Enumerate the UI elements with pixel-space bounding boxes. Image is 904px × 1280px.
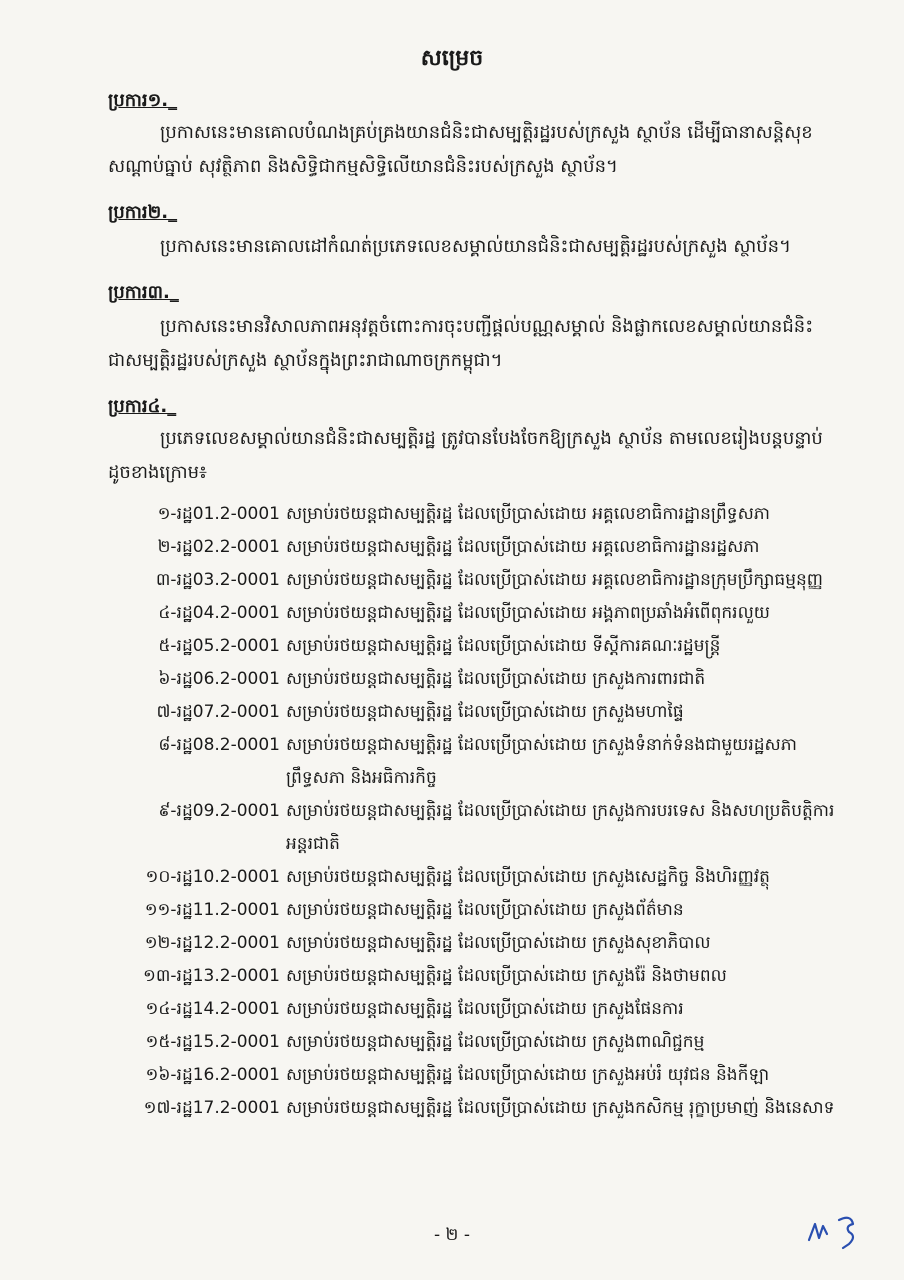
plate-code: ៣-រដ្ឋ03.2-0001 <box>155 570 280 590</box>
plate-code: ១-រដ្ឋ01.2-0001 <box>157 504 280 524</box>
list-item <box>108 729 848 795</box>
plate-desc: សម្រាប់រថយន្តជាសម្បត្តិរដ្ឋ ដែលប្រើប្រាស់ដោយ ក្រសួងសេដ្ឋកិច្ច និងហិរញ្ញវត្ថុ <box>286 867 770 887</box>
plate-desc: សម្រាប់រថយន្តជាសម្បត្តិរដ្ឋ ដែលប្រើប្រាស់ដោយ ក្រសួងទំនាក់ទំនងជាមួយរដ្ឋសភា ព្រឹទ្ធសភា និងអធិការកិច្ច <box>286 735 797 788</box>
article-3-text: ប្រកាសនេះមានវិសាលភាពអនុវត្តចំពោះការចុះបញ្ជីផ្តល់បណ្ណសម្គាល់ និងផ្លាកលេខសម្គាល់យានជំនិះជាសម្បត្តិរដ្ឋរបស់ក្រសួង ស្ថាប័នក្នុងព្រះរាជាណាចក្រកម្ពុជា។ <box>108 316 814 371</box>
list-item <box>108 960 848 993</box>
list-item <box>108 630 848 663</box>
plate-desc: សម្រាប់រថយន្តជាសម្បត្តិរដ្ឋ ដែលប្រើប្រាស់ដោយ ក្រសួងមហាផ្ទៃ <box>286 702 684 722</box>
list-item <box>108 861 848 894</box>
plate-code: ៨-រដ្ឋ08.2-0001 <box>158 735 280 755</box>
plate-desc: សម្រាប់រថយន្តជាសម្បត្តិរដ្ឋ ដែលប្រើប្រាស់ដោយ អគ្គលេខាធិការដ្ឋានព្រឹទ្ធសភា <box>286 504 770 524</box>
plate-code: ២-រដ្ឋ02.2-0001 <box>157 537 280 557</box>
plate-desc: សម្រាប់រថយន្តជាសម្បត្តិរដ្ឋ ដែលប្រើប្រាស់ដោយ អង្គភាពប្រឆាំងអំពើពុករលួយ <box>286 603 770 623</box>
plate-desc: សម្រាប់រថយន្តជាសម្បត្តិរដ្ឋ ដែលប្រើប្រាស់ដោយ ក្រសួងពាណិជ្ជកម្ម <box>286 1032 705 1052</box>
article-3-heading: ប្រការ៣._ <box>108 282 179 303</box>
article-2-heading: ប្រការ២._ <box>108 202 178 223</box>
list-item <box>108 663 848 696</box>
plate-code: ១២-រដ្ឋ12.2-0001 <box>144 933 280 953</box>
page-title: សម្រេច <box>420 46 484 71</box>
plate-code: ៤-រដ្ឋ04.2-0001 <box>158 603 280 623</box>
plate-desc: សម្រាប់រថយន្តជាសម្បត្តិរដ្ឋ ដែលប្រើប្រាស់ដោយ ក្រសួងកសិកម្ម រុក្ខាប្រមាញ់ និងនេសាទ <box>286 1098 835 1118</box>
article-4-heading: ប្រការ៤._ <box>108 396 177 417</box>
list-item <box>108 1059 848 1092</box>
article-1-heading: ប្រការ១._ <box>108 90 178 111</box>
article-4-text: ប្រភេទលេខសម្គាល់យានជំនិះជាសម្បត្តិរដ្ឋ ត្រូវបានបែងចែកឱ្យក្រសួង ស្ថាប័ន តាមលេខរៀងបន្តបន្ទាប់ដូចខាងក្រោម៖ <box>108 428 823 483</box>
list-item <box>108 597 848 630</box>
list-item <box>108 531 848 564</box>
plate-desc: សម្រាប់រថយន្តជាសម្បត្តិរដ្ឋ ដែលប្រើប្រាស់ដោយ អគ្គលេខាធិការដ្ឋានក្រុមប្រឹក្សាធម្មនុញ្ញ <box>286 570 823 590</box>
plate-desc: សម្រាប់រថយន្តជាសម្បត្តិរដ្ឋ ដែលប្រើប្រាស់ដោយ ក្រសួងការពារជាតិ <box>286 669 706 689</box>
list-item <box>108 1026 848 1059</box>
list-item <box>108 498 848 531</box>
plate-code: ១៤-រដ្ឋ14.2-0001 <box>145 999 280 1019</box>
article-1-text: ប្រកាសនេះមានគោលបំណងគ្រប់គ្រងយានជំនិះជាសម្បត្តិរដ្ឋរបស់ក្រសួង ស្ថាប័ន ដើម្បីធានាសន្តិសុខ សណ្តាប់ធ្នាប់ សុវត្ថិភាព និងសិទ្ធិជាកម្មសិទ្ធិលើយានជំនិះរបស់ក្រសួង ស្ថាប័ន។ <box>108 122 813 177</box>
article-2-text: ប្រកាសនេះមានគោលដៅកំណត់ប្រភេទលេខសម្គាល់យានជំនិះជាសម្បត្តិរដ្ឋរបស់ក្រសួង ស្ថាប័ន។ <box>160 236 791 257</box>
plate-code: ១៥-រដ្ឋ15.2-0001 <box>145 1032 280 1052</box>
plate-desc: សម្រាប់រថយន្តជាសម្បត្តិរដ្ឋ ដែលប្រើប្រាស់ដោយ ទីស្តីការគណៈរដ្ឋមន្ត្រី <box>286 636 721 656</box>
list-item <box>108 1092 848 1125</box>
list-item <box>108 927 848 960</box>
initials-signature <box>805 1210 865 1250</box>
plate-code: ១១-រដ្ឋ11.2-0001 <box>144 900 280 920</box>
list-item <box>108 993 848 1026</box>
plate-code: ១៧-រដ្ឋ17.2-0001 <box>143 1098 280 1118</box>
plate-code: ៦-រដ្ឋ06.2-0001 <box>158 669 280 689</box>
plate-code: ១៦-រដ្ឋ16.2-0001 <box>145 1065 280 1085</box>
list-item <box>108 564 848 597</box>
plate-code: ១៣-រដ្ឋ13.2-0001 <box>143 966 280 986</box>
plate-code: ៧-រដ្ឋ07.2-0001 <box>156 702 280 722</box>
plate-code: ៩-រដ្ឋ09.2-0001 <box>158 801 280 821</box>
plate-desc: សម្រាប់រថយន្តជាសម្បត្តិរដ្ឋ ដែលប្រើប្រាស់ដោយ ក្រសួងអប់រំ យុវជន និងកីឡា <box>286 1065 770 1085</box>
plate-list <box>108 498 848 1125</box>
plate-code: ៥-រដ្ឋ05.2-0001 <box>158 636 280 656</box>
plate-desc: សម្រាប់រថយន្តជាសម្បត្តិរដ្ឋ ដែលប្រើប្រាស់ដោយ ក្រសួងរ៉ែ និងថាមពល <box>286 966 727 986</box>
plate-desc: សម្រាប់រថយន្តជាសម្បត្តិរដ្ឋ ដែលប្រើប្រាស់ដោយ ក្រសួងការបរទេស និងសហប្រតិបត្តិការអន្តរជាតិ <box>286 801 835 854</box>
plate-desc: សម្រាប់រថយន្តជាសម្បត្តិរដ្ឋ ដែលប្រើប្រាស់ដោយ អគ្គលេខាធិការដ្ឋានរដ្ឋសភា <box>286 537 760 557</box>
list-item <box>108 894 848 927</box>
list-item <box>108 696 848 729</box>
plate-desc: សម្រាប់រថយន្តជាសម្បត្តិរដ្ឋ ដែលប្រើប្រាស់ដោយ ក្រសួងផែនការ <box>286 999 684 1019</box>
list-item <box>108 795 848 861</box>
page-number: - ២ - <box>434 1225 470 1245</box>
plate-code: ១០-រដ្ឋ10.2-0001 <box>145 867 280 887</box>
plate-desc: សម្រាប់រថយន្តជាសម្បត្តិរដ្ឋ ដែលប្រើប្រាស់ដោយ ក្រសួងព័ត៌មាន <box>286 900 684 920</box>
plate-desc: សម្រាប់រថយន្តជាសម្បត្តិរដ្ឋ ដែលប្រើប្រាស់ដោយ ក្រសួងសុខាភិបាល <box>286 933 711 953</box>
